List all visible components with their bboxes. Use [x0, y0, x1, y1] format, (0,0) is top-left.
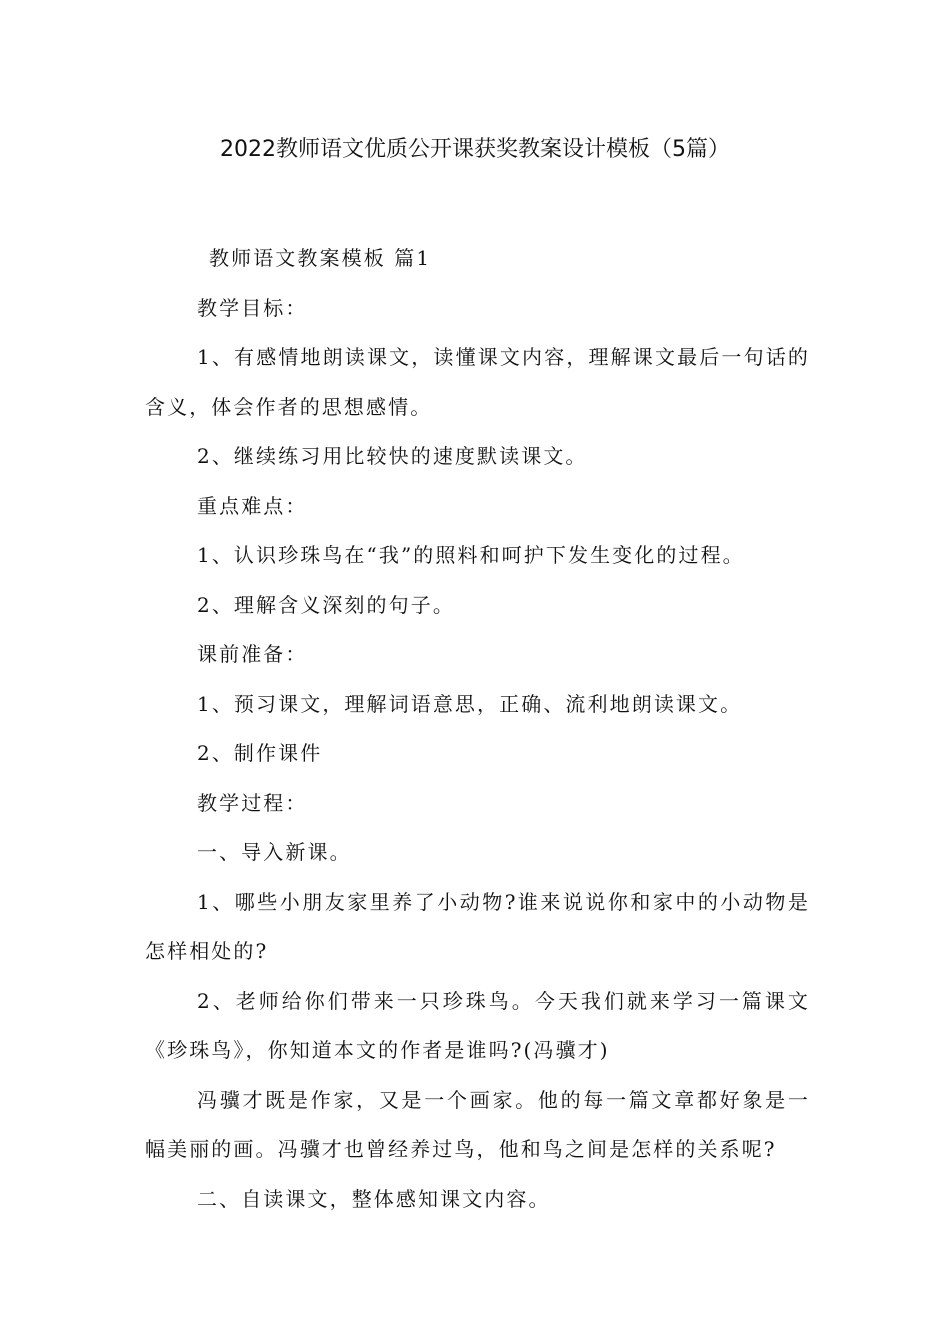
paragraph: 1、认识珍珠鸟在“我”的照料和呵护下发生变化的过程。: [197, 543, 745, 567]
document-body: [145, 234, 810, 1224]
paragraph: 教学目标：: [197, 295, 308, 320]
paragraph: 冯骥才既是作家，又是一个画家。他的每一篇文章都好象是一幅美丽的画。冯骥才也曾经养过鸟，他和鸟之间是怎样的关系呢?: [145, 1087, 810, 1161]
paragraph: 重点难点：: [197, 493, 308, 518]
paragraph: 课前准备：: [197, 642, 308, 666]
paragraph: 1、哪些小朋友家里养了小动物?谁来说说你和家中的小动物是怎样相处的?: [145, 889, 810, 963]
paragraph: 2、制作课件: [197, 741, 323, 765]
document-title: 2022教师语文优质公开课获奖教案设计模板（5篇）: [220, 137, 730, 162]
paragraph: 2、理解含义深刻的句子。: [197, 592, 455, 617]
paragraph: 2、老师给你们带来一只珍珠鸟。今天我们就来学习一篇课文《珍珠鸟》，你知道本文的作者是谁吗?(冯骥才): [145, 988, 810, 1062]
paragraph: 2、继续练习用比较快的速度默读课文。: [197, 444, 588, 468]
paragraph: 一、导入新课。: [197, 840, 352, 864]
paragraph: 1、有感情地朗读课文，读懂课文内容，理解课文最后一句话的含义，体会作者的思想感情。: [145, 345, 810, 419]
paragraph: 1、预习课文，理解词语意思，正确、流利地朗读课文。: [197, 691, 743, 716]
paragraph: 教学过程：: [197, 790, 308, 815]
section-heading: 教师语文教案模板 篇1: [209, 246, 432, 270]
paragraph: 二、自读课文，整体感知课文内容。: [197, 1186, 551, 1211]
